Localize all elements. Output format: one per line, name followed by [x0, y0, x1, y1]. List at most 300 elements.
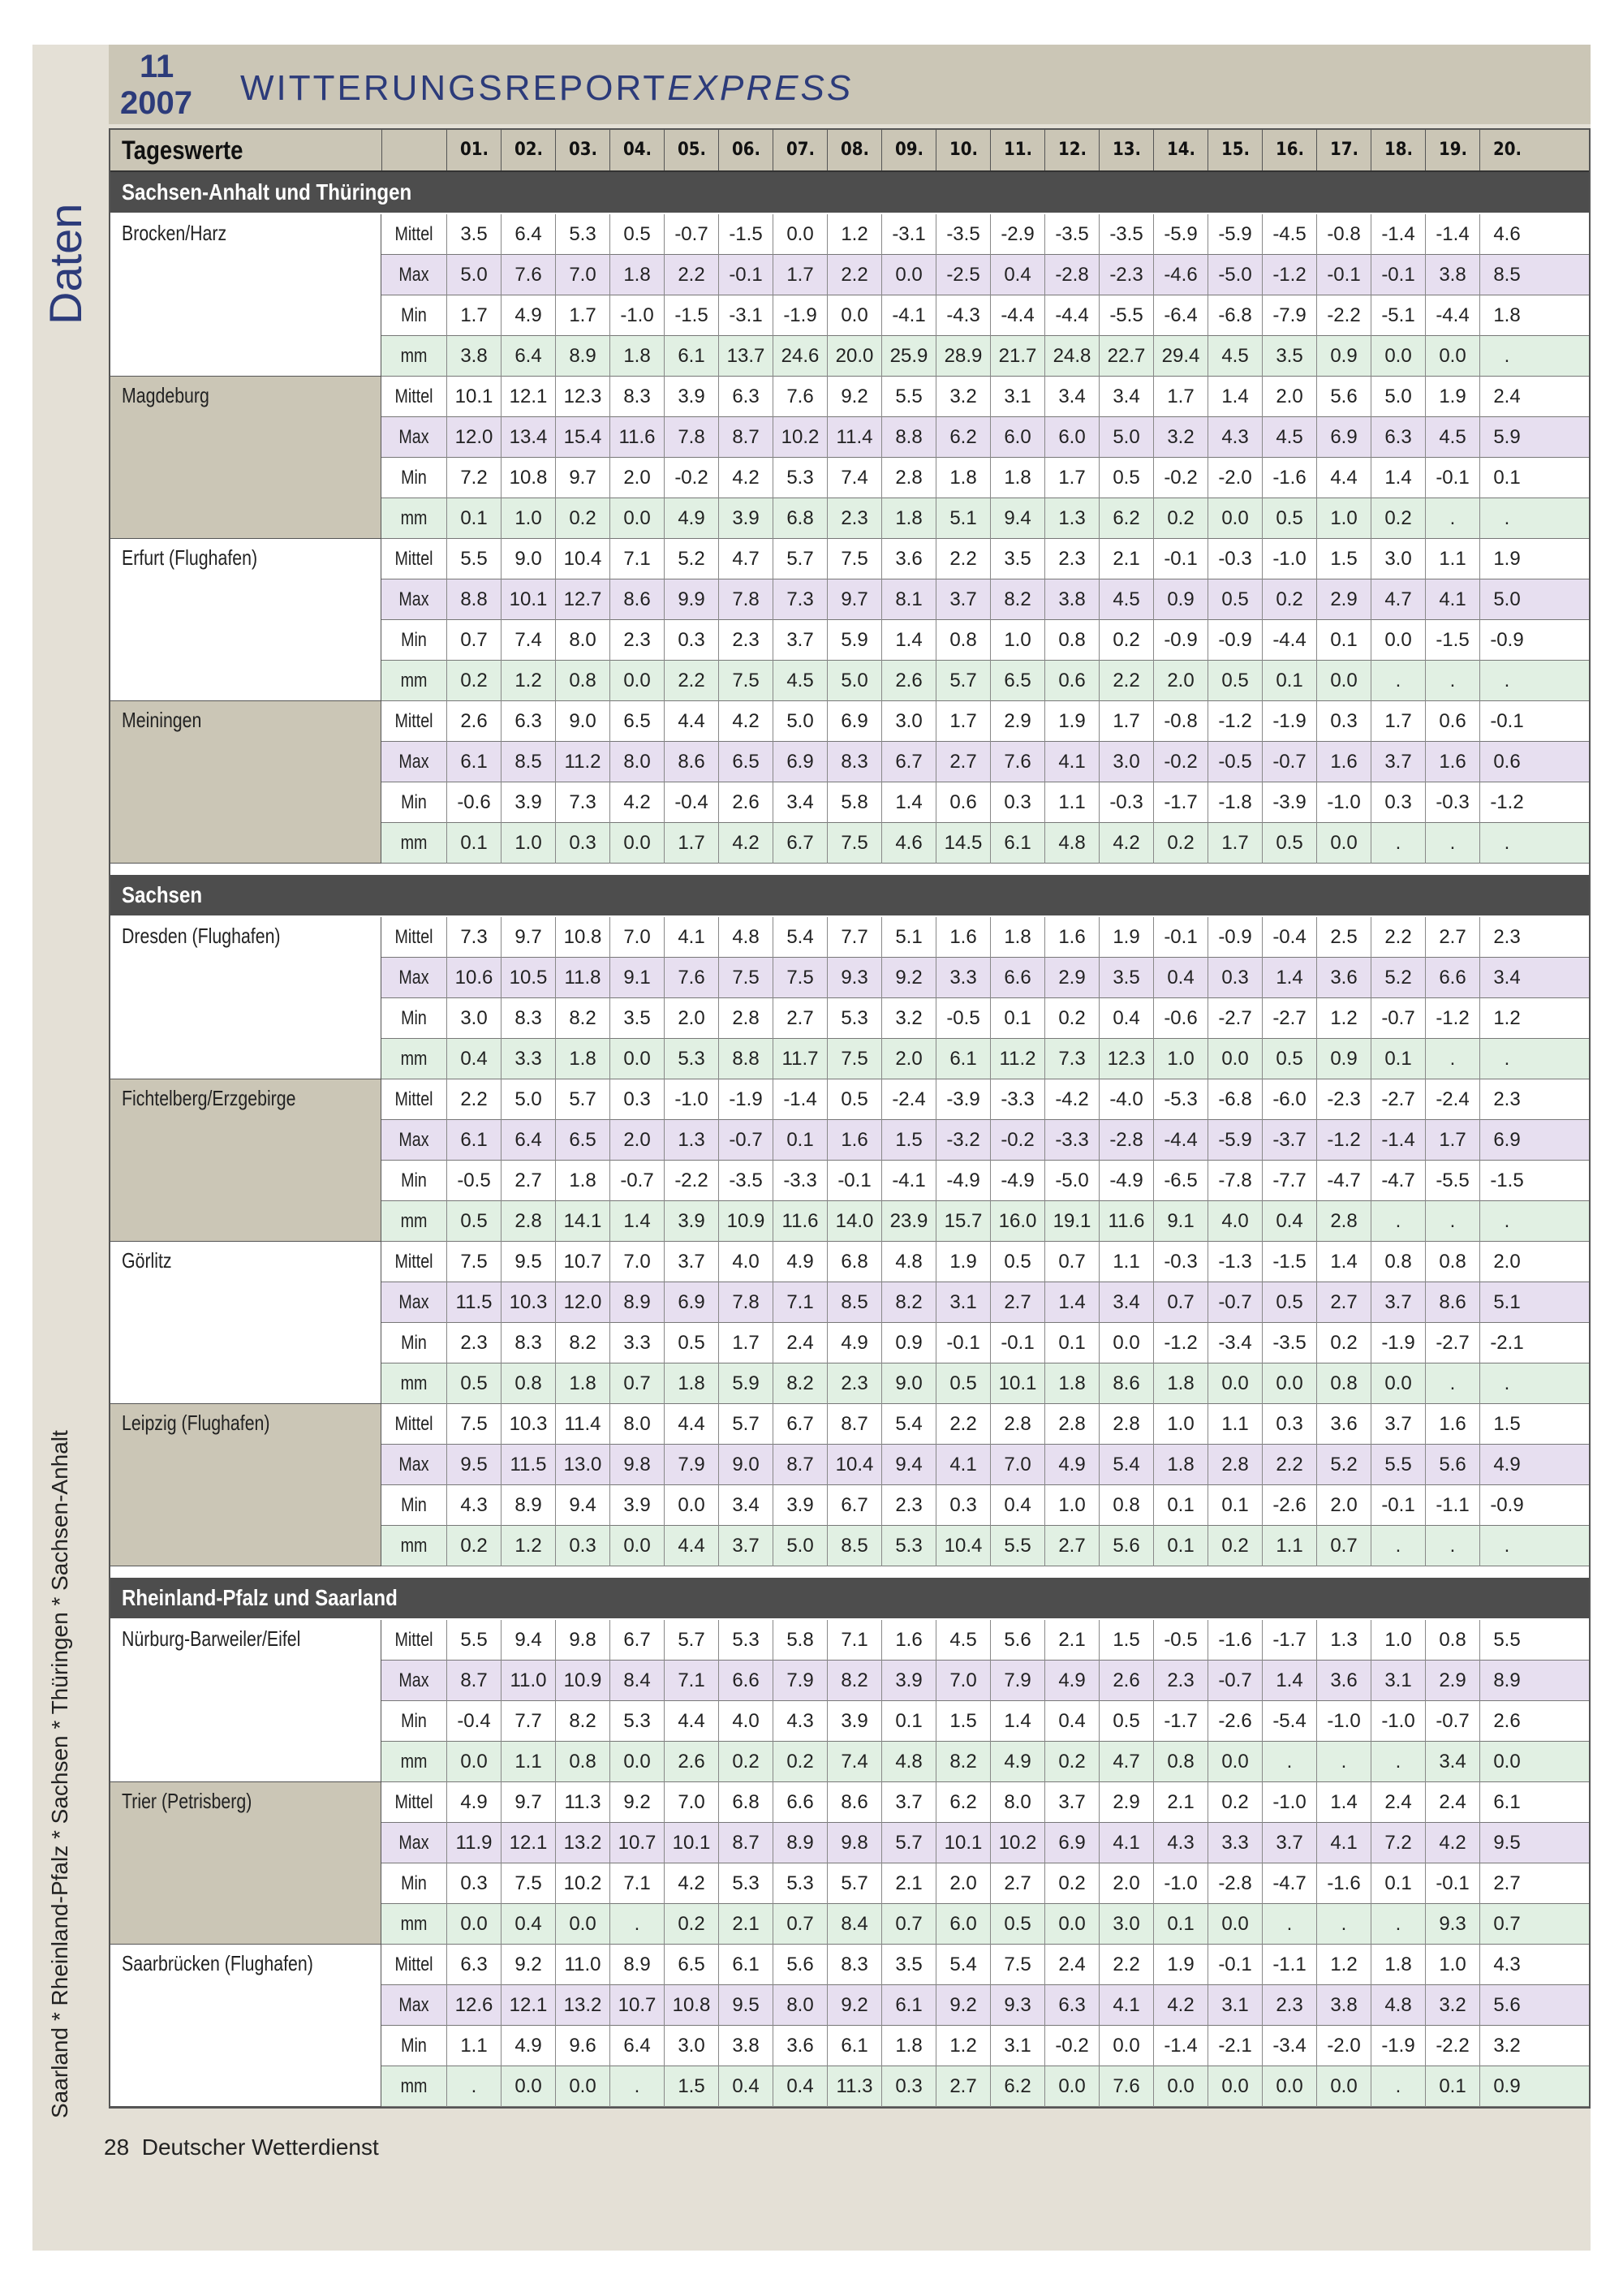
- value-cell: 8.9: [555, 336, 609, 377]
- value-cell: 0.0: [555, 1904, 609, 1945]
- value-cell: -0.4: [446, 1701, 501, 1742]
- value-cell: 4.0: [718, 1242, 773, 1282]
- row-label: Min: [401, 304, 427, 326]
- day-header: 12.: [1044, 130, 1100, 170]
- value-cell: -0.1: [1153, 917, 1208, 958]
- value-cell: 1.0: [1316, 498, 1371, 539]
- value-cell: 2.0: [609, 1120, 664, 1161]
- row-label: Mittel: [394, 1791, 433, 1813]
- value-cell: -4.9: [990, 1161, 1044, 1201]
- value-cell: 1.4: [1044, 1282, 1099, 1323]
- value-cell: 10.9: [718, 1201, 773, 1242]
- value-cell: 1.0: [1044, 1485, 1099, 1526]
- value-cell: 0.0: [1208, 1039, 1262, 1079]
- value-cell: -2.2: [1425, 2026, 1479, 2066]
- day-header: 16.: [1262, 130, 1317, 170]
- value-cell: -4.7: [1371, 1161, 1425, 1201]
- day-header: 19.: [1425, 130, 1480, 170]
- value-cell: 1.7: [555, 295, 609, 336]
- station-name-cell: [110, 1242, 381, 1404]
- value-cell: 11.6: [1099, 1201, 1153, 1242]
- value-cell: 1.9: [1044, 701, 1099, 742]
- value-cell: 2.2: [1099, 661, 1153, 701]
- value-cell: -4.2: [1044, 1079, 1099, 1120]
- value-cell: -7.8: [1208, 1161, 1262, 1201]
- value-cell: -2.9: [990, 214, 1044, 255]
- value-cell: 0.0: [1099, 1323, 1153, 1363]
- value-cell: 4.1: [1099, 1985, 1153, 2026]
- value-cell: -1.0: [609, 295, 664, 336]
- value-cell: -1.7: [1153, 1701, 1208, 1742]
- data-row: [381, 1526, 1591, 1566]
- value-cell: 6.3: [718, 377, 773, 417]
- value-cell: 11.4: [827, 417, 881, 458]
- row-label: mm: [400, 1372, 428, 1394]
- value-cell: 1.9: [1425, 377, 1479, 417]
- value-cell: 2.0: [1099, 1863, 1153, 1904]
- value-cell: 3.8: [1044, 579, 1099, 620]
- value-cell: 3.5: [990, 539, 1044, 579]
- value-cell: 0.5: [827, 1079, 881, 1120]
- row-label: Mittel: [394, 1413, 433, 1435]
- day-header: 04.: [609, 130, 665, 170]
- value-cell: 7.7: [827, 917, 881, 958]
- day-header: 07.: [773, 130, 828, 170]
- value-cell: 15.7: [936, 1201, 990, 1242]
- value-cell: 3.4: [1425, 1742, 1479, 1782]
- value-cell: 3.8: [446, 336, 501, 377]
- value-cell: 12.1: [501, 1823, 555, 1863]
- value-cell: 0.5: [1262, 498, 1316, 539]
- value-cell: 5.0: [773, 1526, 827, 1566]
- value-cell: 3.8: [718, 2026, 773, 2066]
- data-row: [381, 1282, 1591, 1323]
- value-cell: -4.7: [1316, 1161, 1371, 1201]
- value-cell: 0.9: [1316, 1039, 1371, 1079]
- value-cell: 4.5: [773, 661, 827, 701]
- value-cell: 2.7: [936, 742, 990, 782]
- value-cell: 0.4: [990, 1485, 1044, 1526]
- data-row: [381, 579, 1591, 620]
- value-cell: 3.6: [773, 2026, 827, 2066]
- row-label: Min: [401, 1872, 427, 1894]
- value-cell: 13.7: [718, 336, 773, 377]
- value-cell: 21.7: [990, 336, 1044, 377]
- value-cell: 5.0: [827, 661, 881, 701]
- value-cell: 6.5: [664, 1945, 718, 1985]
- value-cell: 0.3: [555, 1526, 609, 1566]
- value-cell: 0.2: [1208, 1782, 1262, 1823]
- value-cell: 8.7: [718, 417, 773, 458]
- value-cell: -1.0: [664, 1079, 718, 1120]
- value-cell: 9.0: [555, 701, 609, 742]
- value-cell: 2.2: [1262, 1445, 1316, 1485]
- value-cell: 0.8: [555, 1742, 609, 1782]
- value-cell: 4.3: [1153, 1823, 1208, 1863]
- value-cell: -0.7: [1208, 1282, 1262, 1323]
- value-cell: 3.3: [936, 958, 990, 998]
- value-cell: 0.0: [1208, 498, 1262, 539]
- value-cell: 0.5: [1208, 661, 1262, 701]
- value-cell: 10.3: [501, 1404, 555, 1445]
- value-cell: -1.2: [1262, 255, 1316, 295]
- value-cell: 8.9: [609, 1945, 664, 1985]
- value-cell: -1.4: [1371, 214, 1425, 255]
- value-cell: -3.5: [1044, 214, 1099, 255]
- station-name-cell: [110, 1945, 381, 2107]
- row-label: mm: [400, 1210, 428, 1232]
- value-cell: 1.5: [881, 1120, 936, 1161]
- value-cell: 0.1: [1316, 620, 1371, 661]
- value-cell: 0.1: [1153, 1485, 1208, 1526]
- value-cell: 0.5: [1262, 1039, 1316, 1079]
- value-cell: -5.0: [1044, 1161, 1099, 1201]
- value-cell: 2.3: [609, 620, 664, 661]
- value-cell: 11.2: [555, 742, 609, 782]
- value-cell: -2.3: [1099, 255, 1153, 295]
- station-name-cell: [110, 1620, 381, 1782]
- value-cell: 10.1: [446, 377, 501, 417]
- value-cell: 5.8: [827, 782, 881, 823]
- value-cell: 0.5: [990, 1904, 1044, 1945]
- value-cell: 8.9: [609, 1282, 664, 1323]
- value-cell: 4.5: [936, 1620, 990, 1661]
- value-cell: 0.0: [609, 661, 664, 701]
- value-cell: 5.5: [446, 539, 501, 579]
- value-cell: -6.8: [1208, 295, 1262, 336]
- day-header: 14.: [1153, 130, 1208, 170]
- value-cell: 0.7: [1044, 1242, 1099, 1282]
- station-name: Erfurt (Flughafen): [122, 545, 258, 570]
- value-cell: 4.3: [446, 1485, 501, 1526]
- value-cell: 0.3: [664, 620, 718, 661]
- value-cell: .: [1479, 1363, 1534, 1404]
- value-cell: 1.4: [1316, 1242, 1371, 1282]
- value-cell: 0.7: [773, 1904, 827, 1945]
- value-cell: 4.4: [664, 701, 718, 742]
- value-cell: 8.0: [773, 1985, 827, 2026]
- value-cell: 0.0: [609, 1526, 664, 1566]
- value-cell: 1.3: [1316, 1620, 1371, 1661]
- data-row: [381, 1620, 1591, 1661]
- value-cell: 0.8: [936, 620, 990, 661]
- header-label-column: [381, 130, 447, 170]
- value-cell: 3.1: [990, 377, 1044, 417]
- value-cell: 10.4: [936, 1526, 990, 1566]
- value-cell: 1.8: [1479, 295, 1534, 336]
- value-cell: 1.5: [936, 1701, 990, 1742]
- value-cell: 8.9: [501, 1485, 555, 1526]
- day-header: 17.: [1316, 130, 1371, 170]
- value-cell: .: [1479, 1201, 1534, 1242]
- station-name-cell: [110, 1404, 381, 1566]
- value-cell: -4.4: [1425, 295, 1479, 336]
- value-cell: -6.0: [1262, 1079, 1316, 1120]
- value-cell: 0.0: [1371, 1363, 1425, 1404]
- value-cell: 6.2: [936, 417, 990, 458]
- value-cell: 1.6: [936, 917, 990, 958]
- value-cell: 0.1: [773, 1120, 827, 1161]
- value-cell: -3.9: [1262, 782, 1316, 823]
- value-cell: 8.0: [555, 620, 609, 661]
- value-cell: 0.2: [1044, 998, 1099, 1039]
- value-cell: 7.1: [609, 1863, 664, 1904]
- value-cell: 4.7: [1099, 1742, 1153, 1782]
- value-cell: 0.8: [1316, 1363, 1371, 1404]
- value-cell: 6.8: [827, 1242, 881, 1282]
- value-cell: 5.6: [773, 1945, 827, 1985]
- station-name-cell: [110, 539, 381, 701]
- value-cell: -3.5: [1262, 1323, 1316, 1363]
- value-cell: 0.2: [1044, 1742, 1099, 1782]
- value-cell: -1.6: [1208, 1620, 1262, 1661]
- value-cell: -1.9: [718, 1079, 773, 1120]
- data-row: [381, 1201, 1591, 1242]
- value-cell: -2.6: [1208, 1701, 1262, 1742]
- value-cell: 19.1: [1044, 1201, 1099, 1242]
- value-cell: -0.1: [990, 1323, 1044, 1363]
- value-cell: -5.9: [1208, 1120, 1262, 1161]
- value-cell: 8.6: [664, 742, 718, 782]
- value-cell: 5.5: [990, 1526, 1044, 1566]
- value-cell: 3.4: [1099, 377, 1153, 417]
- value-cell: 8.1: [881, 579, 936, 620]
- value-cell: 2.4: [1425, 1782, 1479, 1823]
- value-cell: 4.4: [664, 1404, 718, 1445]
- value-cell: 0.7: [881, 1904, 936, 1945]
- value-cell: 11.9: [446, 1823, 501, 1863]
- value-cell: -0.6: [1153, 998, 1208, 1039]
- value-cell: .: [1479, 823, 1534, 864]
- data-row: [381, 2066, 1591, 2107]
- value-cell: 2.8: [1208, 1445, 1262, 1485]
- row-label: Min: [401, 1170, 427, 1191]
- value-cell: 0.0: [1371, 620, 1425, 661]
- value-cell: 0.4: [1044, 1701, 1099, 1742]
- value-cell: 1.6: [881, 1620, 936, 1661]
- value-cell: -2.6: [1262, 1485, 1316, 1526]
- value-cell: 3.1: [936, 1282, 990, 1323]
- value-cell: 7.9: [773, 1661, 827, 1701]
- value-cell: 3.0: [1099, 742, 1153, 782]
- data-row: [381, 377, 1591, 417]
- value-cell: -4.9: [1099, 1161, 1153, 1201]
- value-cell: 6.8: [718, 1782, 773, 1823]
- value-cell: 3.9: [827, 1701, 881, 1742]
- data-row: [381, 1945, 1591, 1985]
- value-cell: 2.0: [664, 998, 718, 1039]
- value-cell: 7.4: [827, 1742, 881, 1782]
- value-cell: 0.6: [936, 782, 990, 823]
- station-name-cell: [110, 214, 381, 377]
- issue-month: 11: [140, 49, 174, 84]
- value-cell: 2.9: [990, 701, 1044, 742]
- value-cell: 2.7: [1044, 1526, 1099, 1566]
- value-cell: 1.9: [1153, 1945, 1208, 1985]
- value-cell: 2.7: [990, 1863, 1044, 1904]
- value-cell: -4.0: [1099, 1079, 1153, 1120]
- value-cell: 9.8: [609, 1445, 664, 1485]
- value-cell: 2.2: [936, 1404, 990, 1445]
- value-cell: 1.4: [881, 620, 936, 661]
- value-cell: -0.1: [718, 255, 773, 295]
- value-cell: 3.2: [1153, 417, 1208, 458]
- value-cell: 6.8: [773, 498, 827, 539]
- value-cell: 0.5: [1208, 579, 1262, 620]
- value-cell: 5.7: [881, 1823, 936, 1863]
- value-cell: 1.7: [773, 255, 827, 295]
- value-cell: 9.7: [555, 458, 609, 498]
- value-cell: 6.5: [609, 701, 664, 742]
- value-cell: 0.0: [1316, 823, 1371, 864]
- value-cell: 7.1: [609, 539, 664, 579]
- value-cell: -0.1: [827, 1161, 881, 1201]
- value-cell: 2.6: [664, 1742, 718, 1782]
- value-cell: 10.7: [609, 1823, 664, 1863]
- value-cell: 5.3: [718, 1620, 773, 1661]
- row-label: Max: [398, 588, 429, 610]
- value-cell: 10.1: [664, 1823, 718, 1863]
- value-cell: 6.1: [664, 336, 718, 377]
- value-cell: 0.5: [664, 1323, 718, 1363]
- value-cell: 4.8: [1371, 1985, 1425, 2026]
- value-cell: 8.7: [773, 1445, 827, 1485]
- data-row: [381, 255, 1591, 295]
- data-row: [381, 958, 1591, 998]
- value-cell: 6.7: [773, 823, 827, 864]
- value-cell: 7.6: [773, 377, 827, 417]
- value-cell: 6.9: [664, 1282, 718, 1323]
- value-cell: 6.1: [446, 1120, 501, 1161]
- value-cell: 0.0: [1316, 661, 1371, 701]
- row-label: mm: [400, 1535, 428, 1557]
- value-cell: 12.1: [501, 377, 555, 417]
- value-cell: 7.1: [664, 1661, 718, 1701]
- row-label: Mittel: [394, 1088, 433, 1110]
- value-cell: 12.3: [1099, 1039, 1153, 1079]
- value-cell: 3.0: [1099, 1904, 1153, 1945]
- value-cell: 8.7: [446, 1661, 501, 1701]
- value-cell: 0.5: [936, 1363, 990, 1404]
- value-cell: 10.8: [555, 917, 609, 958]
- value-cell: 1.0: [1371, 1620, 1425, 1661]
- value-cell: -0.2: [1044, 2026, 1099, 2066]
- value-cell: -1.1: [1425, 1485, 1479, 1526]
- value-cell: 6.7: [827, 1485, 881, 1526]
- value-cell: -0.2: [1153, 458, 1208, 498]
- value-cell: 9.0: [718, 1445, 773, 1485]
- value-cell: -1.0: [1153, 1863, 1208, 1904]
- value-cell: 16.0: [990, 1201, 1044, 1242]
- value-cell: -3.7: [1262, 1120, 1316, 1161]
- row-label: mm: [400, 832, 428, 854]
- value-cell: 0.4: [718, 2066, 773, 2107]
- value-cell: 3.9: [773, 1485, 827, 1526]
- value-cell: 5.4: [936, 1945, 990, 1985]
- value-cell: 3.2: [936, 377, 990, 417]
- value-cell: 5.6: [1316, 377, 1371, 417]
- value-cell: 12.6: [446, 1985, 501, 2026]
- value-cell: 2.4: [1371, 1782, 1425, 1823]
- value-cell: 24.8: [1044, 336, 1099, 377]
- value-cell: 7.4: [827, 458, 881, 498]
- value-cell: 6.3: [446, 1945, 501, 1985]
- value-cell: -0.1: [1425, 1863, 1479, 1904]
- value-cell: -0.1: [936, 1323, 990, 1363]
- value-cell: 6.9: [827, 701, 881, 742]
- value-cell: 11.8: [555, 958, 609, 998]
- value-cell: 1.9: [1099, 917, 1153, 958]
- value-cell: 2.3: [1044, 539, 1099, 579]
- row-label: mm: [400, 1048, 428, 1070]
- value-cell: 6.1: [1479, 1782, 1534, 1823]
- value-cell: -1.9: [1371, 2026, 1425, 2066]
- value-cell: 5.6: [990, 1620, 1044, 1661]
- value-cell: 4.2: [1153, 1985, 1208, 2026]
- row-label: Mittel: [394, 710, 433, 732]
- value-cell: 3.2: [1425, 1985, 1479, 2026]
- value-cell: 6.4: [609, 2026, 664, 2066]
- value-cell: 1.0: [1153, 1039, 1208, 1079]
- value-cell: 10.9: [555, 1661, 609, 1701]
- value-cell: 0.2: [1208, 1526, 1262, 1566]
- value-cell: 0.3: [609, 1079, 664, 1120]
- data-row: [381, 1445, 1591, 1485]
- station-name-cell: [110, 1079, 381, 1242]
- value-cell: 1.4: [609, 1201, 664, 1242]
- value-cell: 0.2: [1262, 579, 1316, 620]
- value-cell: 4.5: [1262, 417, 1316, 458]
- value-cell: 9.1: [609, 958, 664, 998]
- value-cell: 0.0: [446, 1904, 501, 1945]
- value-cell: 1.7: [1371, 701, 1425, 742]
- value-cell: .: [1425, 498, 1479, 539]
- value-cell: -0.1: [1371, 255, 1425, 295]
- value-cell: -2.2: [1316, 295, 1371, 336]
- value-cell: 1.2: [501, 1526, 555, 1566]
- value-cell: 4.2: [1425, 1823, 1479, 1863]
- row-label: Max: [398, 751, 429, 773]
- value-cell: 6.7: [881, 742, 936, 782]
- value-cell: 0.1: [446, 498, 501, 539]
- value-cell: 3.6: [881, 539, 936, 579]
- value-cell: 0.8: [1425, 1620, 1479, 1661]
- value-cell: 1.7: [1099, 701, 1153, 742]
- value-cell: 1.2: [827, 214, 881, 255]
- value-cell: 7.0: [664, 1782, 718, 1823]
- day-header: 09.: [881, 130, 936, 170]
- value-cell: -0.5: [446, 1161, 501, 1201]
- value-cell: -0.3: [1099, 782, 1153, 823]
- day-header: 13.: [1099, 130, 1154, 170]
- value-cell: -0.2: [664, 458, 718, 498]
- value-cell: 13.0: [555, 1445, 609, 1485]
- section-header: [110, 1578, 1591, 1618]
- value-cell: 3.0: [664, 2026, 718, 2066]
- data-row: [381, 1742, 1591, 1782]
- value-cell: 6.9: [1044, 1823, 1099, 1863]
- value-cell: 0.0: [1425, 336, 1479, 377]
- value-cell: 0.8: [555, 661, 609, 701]
- value-cell: -2.0: [1208, 458, 1262, 498]
- value-cell: 3.7: [881, 1782, 936, 1823]
- value-cell: -5.9: [1208, 214, 1262, 255]
- data-row: [381, 1985, 1591, 2026]
- value-cell: 4.4: [664, 1701, 718, 1742]
- value-cell: 4.7: [718, 539, 773, 579]
- value-cell: -5.9: [1153, 214, 1208, 255]
- value-cell: 11.4: [555, 1404, 609, 1445]
